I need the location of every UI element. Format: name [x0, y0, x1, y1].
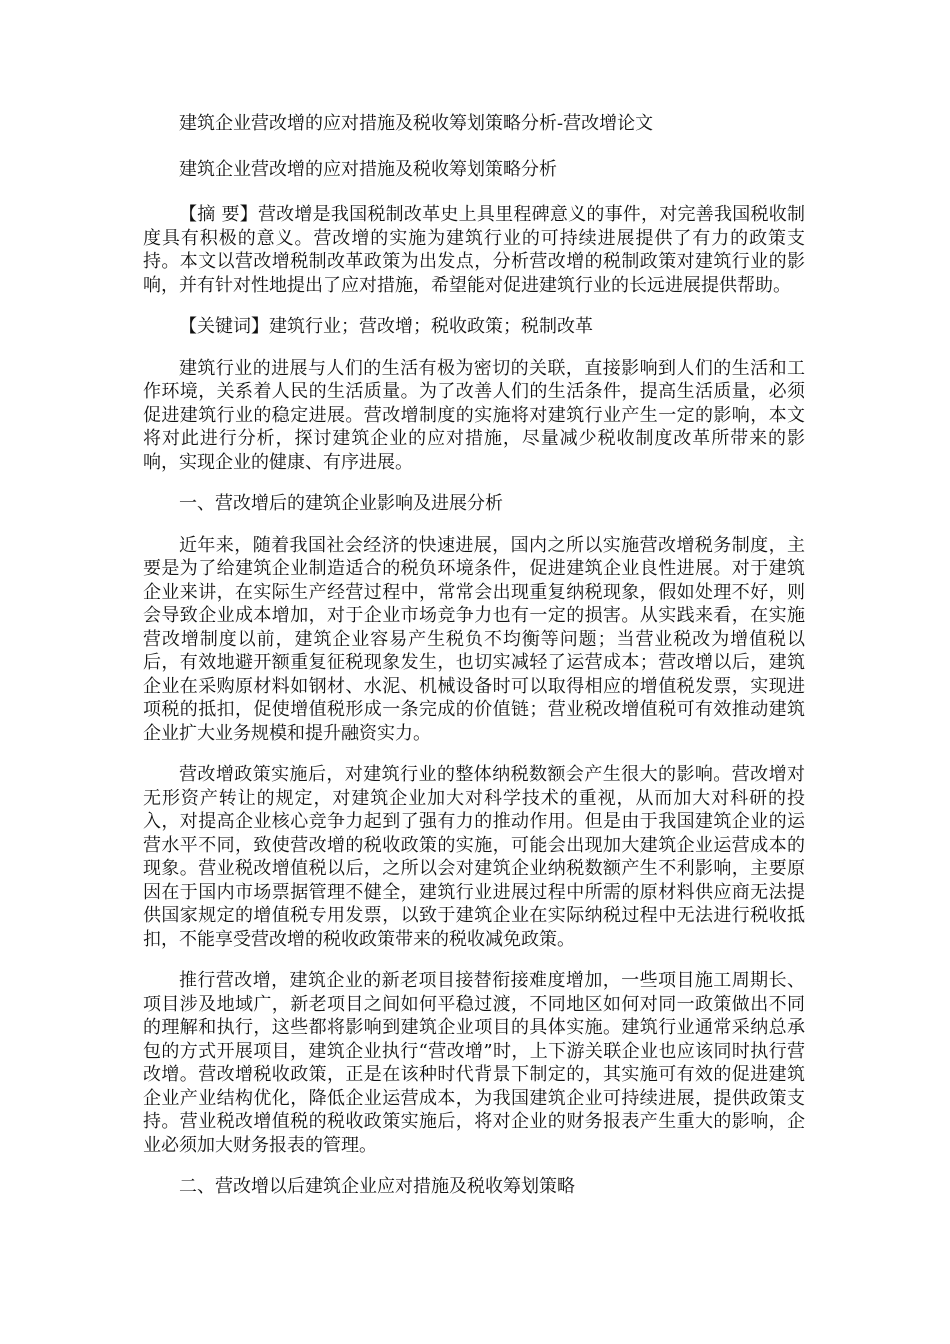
- document-subtitle: 建筑企业营改增的应对措施及税收筹划策略分析: [179, 158, 557, 180]
- intro-paragraph: 建筑行业的进展与人们的生活有极为密切的关联，直接影响到人们的生活和工作环境，关系着人民的生活质量。为了改善人们的生活条件，提高生活质量，必须促进建筑行业的稳定进展。营改增制度的实施将对建筑行业产生一定的影响，本文将对此进行分析，探讨建筑企业的应对措施，尽量减少税收制度改革所带来的影响，实现企业的健康、有序进展。: [143, 357, 805, 473]
- section-1-paragraph-2: 营改增政策实施后，对建筑行业的整体纳税数额会产生很大的影响。营改增对无形资产转让的规定，对建筑企业加大对科学技术的重视，从而加大对科研的投入，对提高企业核心竞争力起到了强有力的推动作用。但是由于我国建筑企业的运营水平不同，致使营改增的税收政策的实施，可能会出现加大建筑企业运营成本的现象。营业税改增值税以后，之所以会对建筑企业纳税数额产生不利影响，主要原因在于国内市场票据管理不健全，建筑行业进展过程中所需的原材料供应商无法提供国家规定的增值税专用发票，以致于建筑企业在实际纳税过程中无法进行税收抵扣，不能享受营改增的税收政策带来的税收减免政策。: [143, 764, 805, 950]
- abstract-paragraph: 【摘 要】营改增是我国税制改革史上具里程碑意义的事件，对完善我国税收制度具有积极的意义。营改增的实施为建筑行业的可持续进展提供了有力的政策支持。本文以营改增税制改革政策为出发点，分析营改增的税制政策对建筑行业的影响，并有针对性地提出了应对措施，希望能对促进建筑行业的长远进展提供帮助。: [143, 204, 805, 296]
- section-2-heading: 二、营改增以后建筑企业应对措施及税收筹划策略: [179, 1176, 575, 1197]
- document-title: 建筑企业营改增的应对措施及税收筹划策略分析-营改增论文: [179, 113, 654, 134]
- section-1-paragraph-1: 近年来，随着我国社会经济的快速进展，国内之所以实施营改增税务制度，主要是为了给建筑企业制造适合的税负环境条件，促进建筑企业良性进展。对于建筑企业来讲，在实际生产经营过程中，常常会出现重复纳税现象，假如处理不好，则会导致企业成本增加，对于企业市场竞争力也有一定的损害。从实践来看，在实施营改增制度以前，建筑企业容易产生税负不均衡等问题；当营业税改为增值税以后，有效地避开额重复征税现象发生，也切实减轻了运营成本；营改增以后，建筑企业在采购原材料如钢材、水泥、机械设备时可以取得相应的增值税发票，实现进项税的抵扣，促使增值税形成一条完成的价值链；营业税改增值税可有效推动建筑企业扩大业务规模和提升融资实力。: [143, 534, 805, 744]
- section-1-heading: 一、营改增后的建筑企业影响及进展分析: [179, 493, 503, 514]
- section-1-paragraph-3: 推行营改增，建筑企业的新老项目接替衔接难度增加，一些项目施工周期长、项目涉及地域广，新老项目之间如何平稳过渡，不同地区如何对同一政策做出不同的理解和执行，这些都将影响到建筑企业项目的具体实施。建筑行业通常采纳总承包的方式开展项目，建筑企业执行“营改增”时，上下游关联企业也应该同时执行营改增。营改增税收政策，正是在该种时代背景下制定的，其实施可有效的促进建筑企业产业结构优化，降低企业运营成本，为我国建筑企业可持续进展，提供政策支持。营业税改增值税的税收政策实施后，将对企业的财务报表产生重大的影响，企业必须加大财务报表的管理。: [143, 970, 805, 1156]
- keywords-paragraph: 【关键词】建筑行业；营改增；税收政策；税制改革: [179, 316, 593, 337]
- document-body: [143, 112, 805, 1217]
